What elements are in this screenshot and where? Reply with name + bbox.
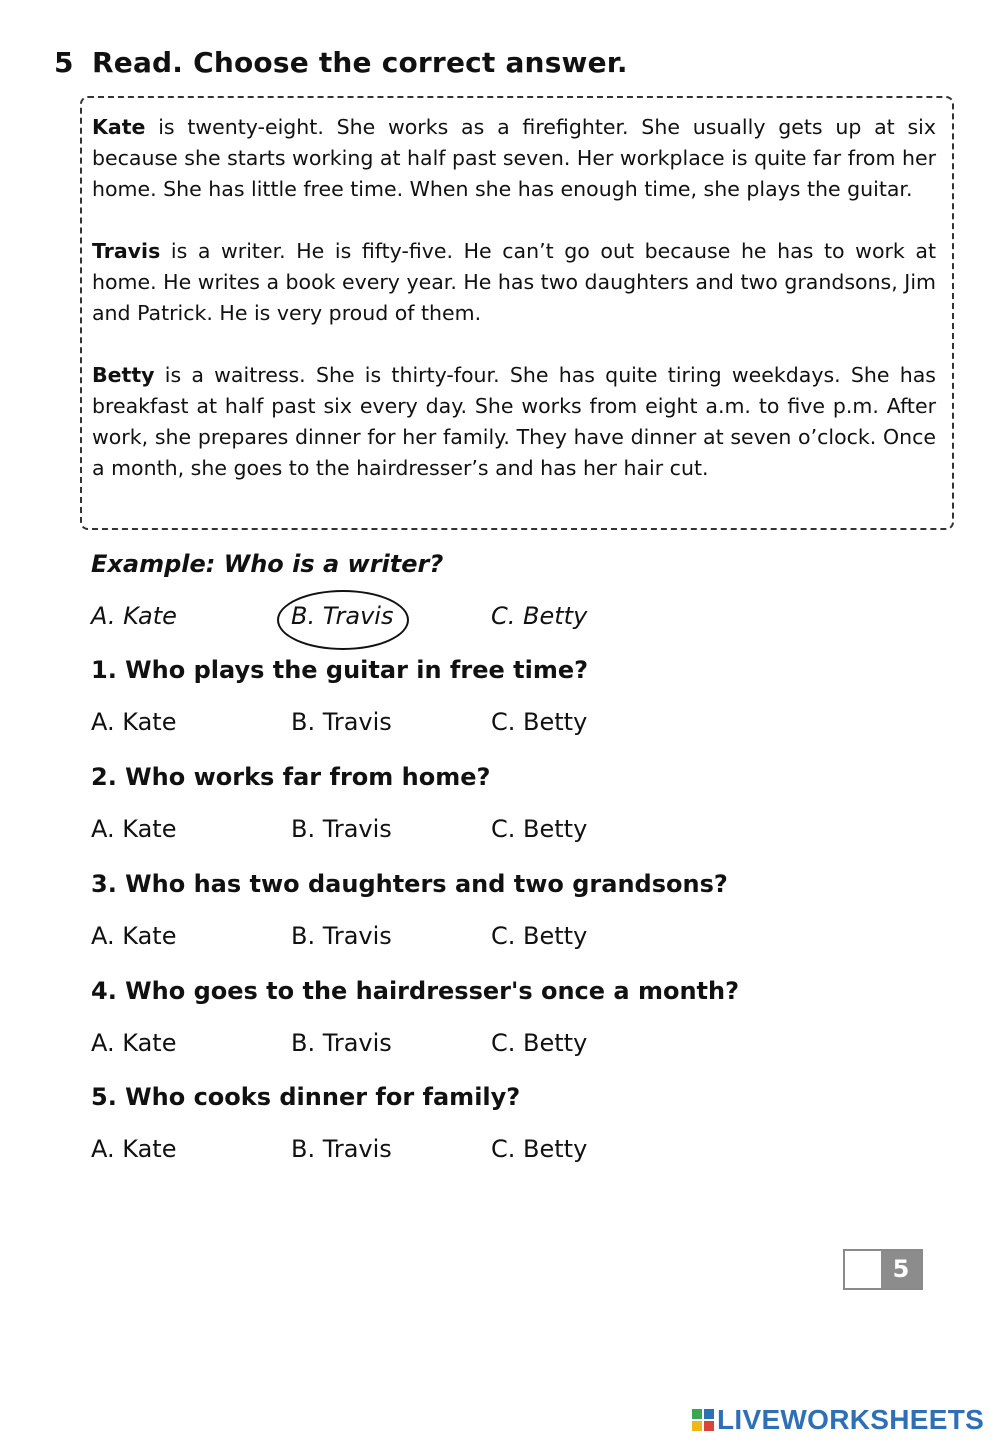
example-option-b: B. Travis — [291, 602, 394, 630]
reading-paragraph-betty: Betty is a waitress. She is thirty-four. She has quite tiring weekdays. She has breakfast at half past six every day. She works from eight a.m. to five p.m. After work, she prepares dinner for her family. They have dinner at seven o’clock. Once a month, she goes to the hairdresser’s and has her hair cut. — [92, 363, 936, 480]
question-text: 1. Who plays the guitar in free time? — [91, 656, 589, 684]
option-a[interactable]: A. Kate — [91, 922, 177, 950]
option-b[interactable]: B. Travis — [291, 1135, 392, 1163]
question-text: 4. Who goes to the hairdresser's once a month? — [91, 977, 740, 1005]
option-a[interactable]: A. Kate — [91, 708, 177, 736]
question-block — [91, 763, 588, 849]
question-block — [91, 870, 728, 956]
question-text: 3. Who has two daughters and two grandsons? — [91, 870, 728, 898]
answer-options — [91, 1029, 739, 1063]
brand-name: LIVEWORKSHEETS — [717, 1404, 985, 1435]
option-c[interactable]: C. Betty — [491, 708, 588, 736]
example-question: Example: Who is a writer? — [91, 550, 444, 578]
option-b[interactable]: B. Travis — [291, 1029, 392, 1057]
option-c[interactable]: C. Betty — [491, 1029, 588, 1057]
page-number-box — [843, 1249, 923, 1290]
option-a[interactable]: A. Kate — [91, 1029, 177, 1057]
question-block — [91, 977, 739, 1063]
exercise-title: Read. Choose the correct answer. — [92, 46, 628, 79]
answer-options — [91, 1135, 588, 1169]
option-a[interactable]: A. Kate — [91, 1135, 177, 1163]
example-option-a: A. Kate — [91, 602, 177, 630]
exercise-number: 5 — [54, 46, 74, 79]
answer-options — [91, 708, 588, 742]
reading-paragraph-kate: Kate is twenty-eight. She works as a firefighter. She usually gets up at six because she starts working at half past seven. Her workplace is quite far from her home. She has little free time. When she has enough time, she plays the guitar. — [92, 115, 936, 201]
answer-options — [91, 815, 588, 849]
liveworksheets-logo-icon — [692, 1409, 714, 1431]
page-number: 5 — [881, 1251, 921, 1288]
question-block — [91, 656, 588, 742]
option-b[interactable]: B. Travis — [291, 922, 392, 950]
exercise-heading — [54, 46, 628, 79]
answer-options — [91, 922, 728, 956]
option-a[interactable]: A. Kate — [91, 815, 177, 843]
liveworksheets-brand — [692, 1404, 984, 1436]
option-c[interactable]: C. Betty — [491, 922, 588, 950]
example-question-block — [91, 550, 588, 636]
question-text: 2. Who works far from home? — [91, 763, 491, 791]
example-options — [91, 602, 588, 636]
reading-paragraph-travis: Travis is a writer. He is fifty-five. He can’t go out because he has to work at home. He writes a book every year. He has two daughters and two grandsons, Jim and Patrick. He is very proud of them. — [92, 239, 936, 325]
option-c[interactable]: C. Betty — [491, 1135, 588, 1163]
reading-passage-box — [80, 96, 954, 530]
option-b[interactable]: B. Travis — [291, 815, 392, 843]
example-option-c: C. Betty — [491, 602, 588, 630]
question-block — [91, 1083, 588, 1169]
option-c[interactable]: C. Betty — [491, 815, 588, 843]
option-b[interactable]: B. Travis — [291, 708, 392, 736]
question-text: 5. Who cooks dinner for family? — [91, 1083, 521, 1111]
